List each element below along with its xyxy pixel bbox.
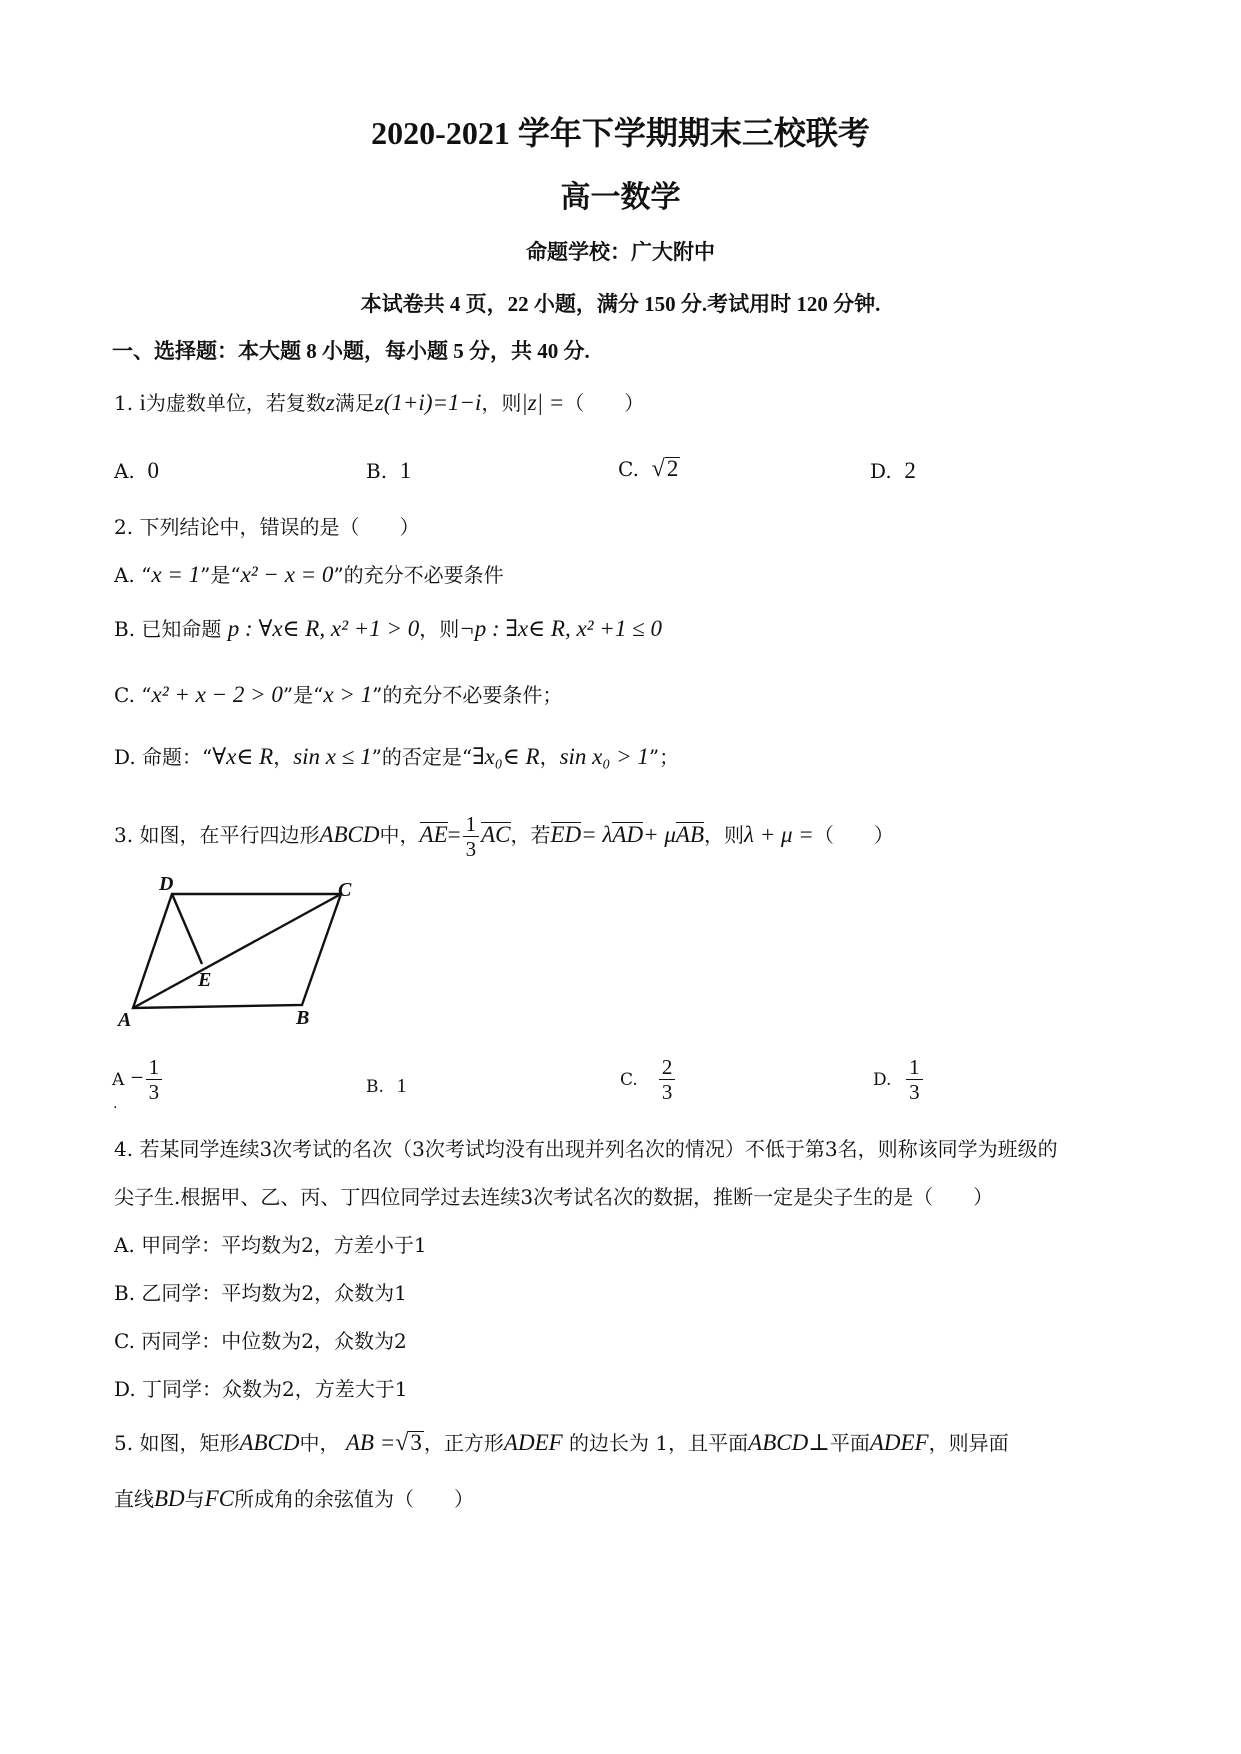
question-5-line-1: 5. 如图，矩形ABCD中， AB =√3 ，正方形ADEF 的边长为 1，且平面ABCD⊥平面ADEF，则异面 (114, 1430, 1009, 1456)
question-5-line-2: 直线BD与FC所成角的余弦值为（ ） (114, 1486, 475, 1511)
label-b: B (296, 1007, 310, 1029)
q1-option-b: B. 1 (366, 458, 412, 483)
question-3-stem: 3. 如图，在平行四边形ABCD中，AE= $\frac{1}{3}$ AC，若ED= λAD+ μAB，则λ + μ =（ ） (114, 812, 894, 861)
exam-title: 2020-2021 学年下学期期末三校联考 (371, 115, 870, 151)
q1-formula: z(1+i)=1−i (374, 390, 482, 415)
label-e: E (198, 969, 212, 991)
label-a: A (118, 1009, 132, 1030)
q2-option-c: C. “x² + x − 2 > 0”是“x > 1”的充分不必要条件； (114, 682, 563, 707)
q1-option-c: C. √2 (618, 456, 679, 482)
q3-stray-dot: . (113, 1096, 118, 1112)
q3-option-d: D. $\frac{1}{3}$ (873, 1055, 925, 1104)
q3-option-b: B. 1 (366, 1075, 407, 1097)
segment-de (172, 894, 202, 964)
question-4-line-2: 尖子生.根据甲、乙、丙、丁四位同学过去连续3次考试名次的数据，推断一定是尖子生的是（ ） (114, 1185, 994, 1209)
label-d: D (159, 873, 174, 895)
q1-formula-abs: |z| = (521, 390, 565, 415)
exam-info: 本试卷共 4 页，22 小题，满分 150 分.考试用时 120 分钟. (360, 292, 881, 316)
q3-option-c: C. $\frac{2}{3}$ (620, 1055, 677, 1104)
q2-option-d: D. 命题：“∀x∈ R，sin x ≤ 1”的否定是“∃x₀∈ R，sin x₀ > 1”； (114, 744, 680, 769)
q4-option-a: A. 甲同学：平均数为2，方差小于1 (114, 1233, 427, 1257)
q1-option-d: D. 2 (870, 458, 916, 483)
q3-fraction: $\frac{1}{3}$ (463, 812, 480, 861)
diagonal-ac (133, 894, 341, 1008)
q2-option-b: B. 已知命题 p : ∀x∈ R, x² +1 > 0，则¬p : ∃x∈ R, x² +1 ≤ 0 (114, 616, 662, 641)
parallelogram-figure (110, 860, 380, 1030)
q4-option-c: C. 丙同学：中位数为2，众数为2 (114, 1329, 407, 1353)
question-1-stem: 1. i为虚数单位，若复数z满足z(1+i)=1−i，则|z| =（ ） (114, 390, 645, 415)
q2-option-a: A. “x = 1”是“x² − x = 0”的充分不必要条件 (114, 562, 504, 587)
label-c: C (338, 879, 352, 901)
school-line: 命题学校：广大附中 (526, 240, 715, 264)
subject-title: 高一数学 (560, 181, 681, 214)
q4-option-b: B. 乙同学：平均数为2，众数为1 (114, 1281, 407, 1305)
q3-option-a: A − $\frac{1}{3}$ (112, 1055, 164, 1104)
section-heading: 一、选择题：本大题 8 小题，每小题 5 分，共 40 分. (112, 339, 590, 363)
question-2-stem: 2. 下列结论中，错误的是（ ） (114, 515, 420, 539)
q1-option-a: A. 0 (114, 458, 160, 483)
q4-option-d: D. 丁同学：众数为2，方差大于1 (114, 1377, 408, 1401)
question-4-line-1: 4. 若某同学连续3次考试的名次（3次考试均没有出现并列名次的情况）不低于第3名，则称该同学为班级的 (114, 1137, 1058, 1161)
